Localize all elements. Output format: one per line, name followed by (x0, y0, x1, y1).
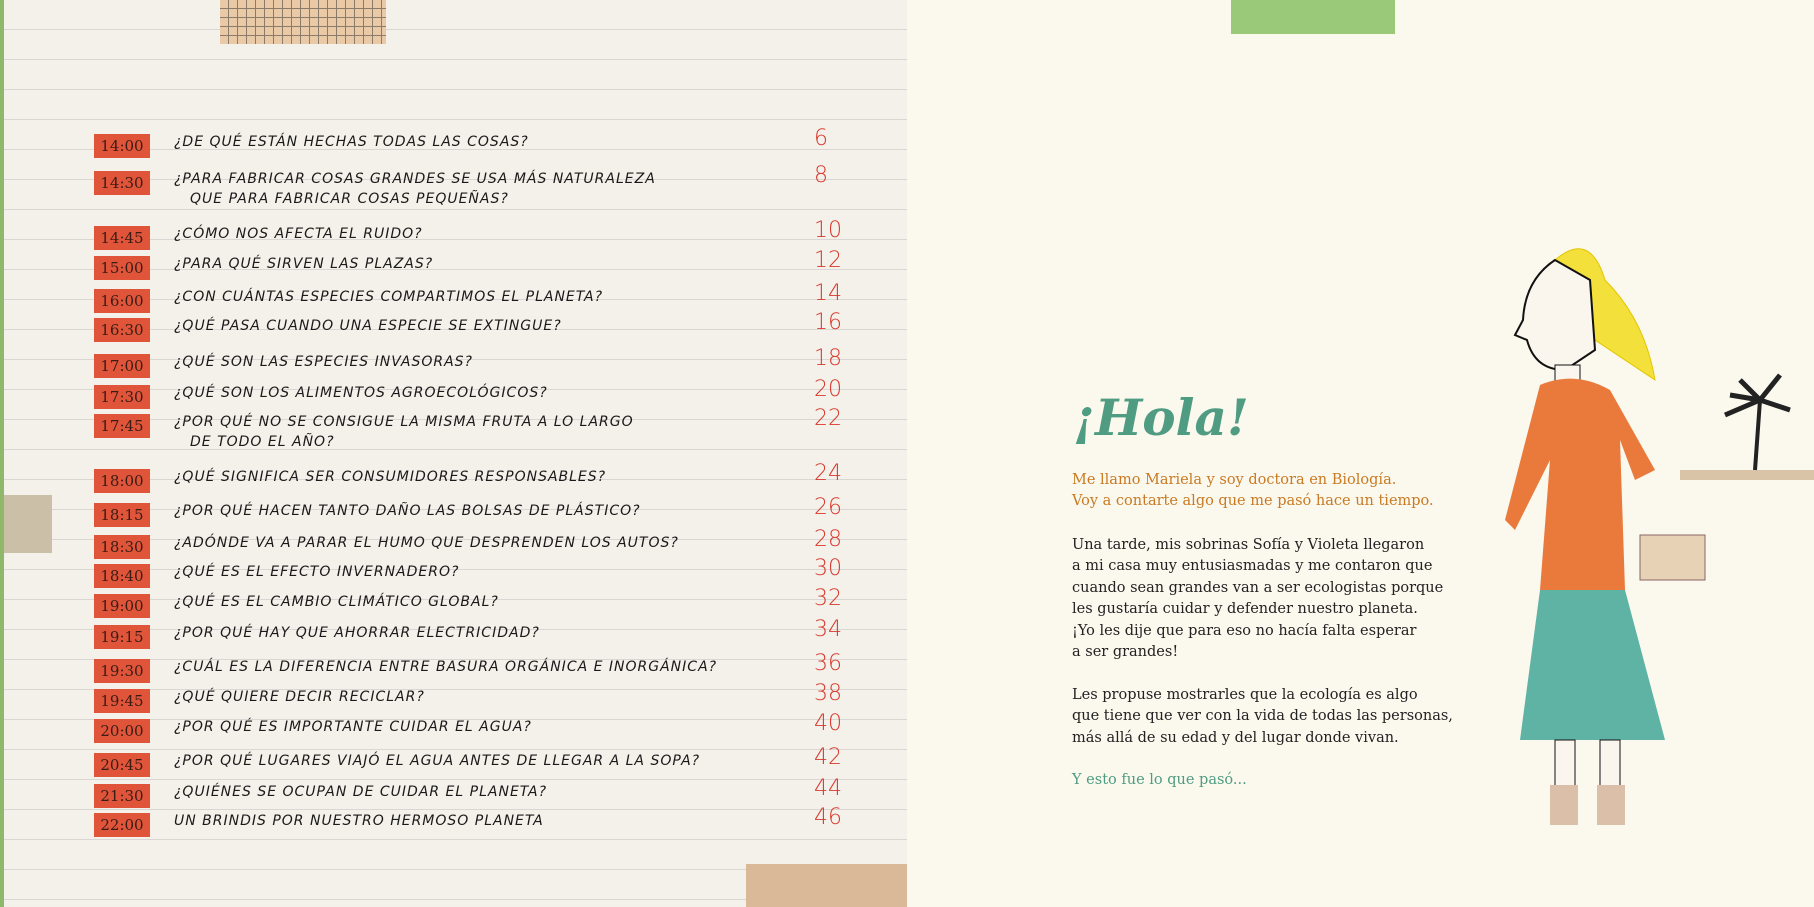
page-number: 24 (814, 461, 842, 486)
contents-row (94, 163, 854, 207)
page-number: 36 (814, 651, 842, 676)
time-label: 15:00 (94, 256, 150, 280)
contents-row (94, 495, 854, 529)
question-text: ¿QUÉ SON LAS ESPECIES INVASORAS? (174, 354, 473, 370)
contents-row (94, 745, 854, 779)
time-label: 19:15 (94, 625, 150, 649)
contents-row (94, 126, 854, 160)
time-label: 20:45 (94, 753, 150, 777)
text-line: les gustaría cuidar y defender nuestro planeta. (1072, 601, 1418, 618)
question-text: ¿QUÉ SON LOS ALIMENTOS AGROECOLÓGICOS? (174, 385, 548, 401)
time-label: 19:00 (94, 594, 150, 618)
page-number: 10 (814, 218, 842, 243)
time-label: 14:45 (94, 226, 150, 250)
time-label: 14:00 (94, 134, 150, 158)
paper-tape-top (220, 0, 386, 44)
intro-paragraph-2 (1072, 685, 1453, 749)
book (1640, 535, 1705, 580)
page-number: 20 (814, 377, 842, 402)
paper-tape-left (4, 495, 52, 553)
question-text: ¿POR QUÉ HACEN TANTO DAÑO LAS BOLSAS DE PLÁSTICO? (174, 503, 641, 519)
text-line: cuando sean grandes van a ser ecologistas porque (1072, 579, 1444, 596)
contents-row (94, 406, 854, 450)
time-label: 18:30 (94, 535, 150, 559)
boot-right (1597, 785, 1625, 825)
time-label: 20:00 (94, 719, 150, 743)
page-number: 30 (814, 556, 842, 581)
contents-row (94, 556, 854, 590)
time-label: 17:30 (94, 385, 150, 409)
time-label: 18:15 (94, 503, 150, 527)
text-line: Me llamo Mariela y soy doctora en Biología. (1072, 472, 1397, 488)
text-line: más allá de su edad y del lugar donde vivan. (1072, 729, 1399, 746)
page-number: 6 (814, 126, 828, 151)
contents-row (94, 461, 854, 495)
contents-row (94, 776, 854, 810)
question-text: ¿CÓMO NOS AFECTA EL RUIDO? (174, 226, 423, 242)
question-text: ¿QUIÉNES SE OCUPAN DE CUIDAR EL PLANETA? (174, 784, 548, 800)
question-text: ¿CON CUÁNTAS ESPECIES COMPARTIMOS EL PLANETA? (174, 289, 604, 305)
page-number: 14 (814, 281, 842, 306)
green-tape-top (1231, 0, 1395, 34)
contents-row (94, 218, 854, 252)
time-label: 18:40 (94, 564, 150, 588)
text-line: a ser grandes! (1072, 644, 1179, 661)
question-text: ¿ADÓNDE VA A PARAR EL HUMO QUE DESPRENDEN LOS AUTOS? (174, 535, 679, 551)
page-number: 44 (814, 776, 842, 801)
question-text: ¿QUÉ ES EL EFECTO INVERNADERO? (174, 564, 460, 580)
page-number: 16 (814, 310, 842, 335)
contents-row (94, 248, 854, 282)
page-number: 8 (814, 163, 828, 188)
text-line: Voy a contarte algo que me pasó hace un tiempo. (1072, 493, 1434, 510)
intro-paragraph-1 (1072, 535, 1443, 663)
time-label: 16:30 (94, 318, 150, 342)
page-number: 32 (814, 586, 842, 611)
page-number: 22 (814, 406, 842, 431)
contents-row (94, 527, 854, 561)
page-number: 12 (814, 248, 842, 273)
paper-tape-bottom (746, 864, 911, 907)
intro-lead (1072, 470, 1434, 513)
text-line: Les propuse mostrarles que la ecología es algo (1072, 687, 1418, 703)
time-label: 16:00 (94, 289, 150, 313)
page-number: 38 (814, 681, 842, 706)
text-line: a mi casa muy entusiasmadas y me contaron que (1072, 558, 1433, 575)
page-number: 26 (814, 495, 842, 520)
text-line: ¡Yo les dije que para eso no hacía falta esperar (1072, 622, 1417, 639)
contents-row (94, 651, 854, 685)
time-label: 19:30 (94, 659, 150, 683)
text-line: Una tarde, mis sobrinas Sofía y Violeta llegaron (1072, 537, 1425, 553)
question-text: ¿PARA QUÉ SIRVEN LAS PLAZAS? (174, 256, 434, 272)
contents-row (94, 617, 854, 651)
page-number: 46 (814, 805, 842, 830)
question-text: ¿CUÁL ES LA DIFERENCIA ENTRE BASURA ORGÁNICA E INORGÁNICA? (174, 659, 718, 675)
page-number: 42 (814, 745, 842, 770)
boot-left (1550, 785, 1578, 825)
page-number: 28 (814, 527, 842, 552)
contents-row (94, 310, 854, 344)
face (1515, 260, 1595, 370)
question-text: ¿QUÉ QUIERE DECIR RECICLAR? (174, 689, 425, 705)
contents-row (94, 711, 854, 745)
question-text: ¿QUÉ ES EL CAMBIO CLIMÁTICO GLOBAL? (174, 594, 499, 610)
time-label: 17:00 (94, 354, 150, 378)
question-text: ¿DE QUÉ ESTÁN HECHAS TODAS LAS COSAS? (174, 134, 529, 150)
contents-row (94, 377, 854, 411)
time-label: 14:30 (94, 171, 150, 195)
skirt (1520, 590, 1665, 740)
contents-row (94, 346, 854, 380)
question-text: ¿POR QUÉ NO SE CONSIGUE LA MISMA FRUTA A LO LARGO DE TODO EL AÑO? (174, 414, 634, 450)
time-label: 17:45 (94, 414, 150, 438)
intro-title: ¡Hola! (1073, 388, 1249, 447)
intro-closing: Y esto fue lo que pasó... (1072, 772, 1247, 788)
page-number: 34 (814, 617, 842, 642)
contents-row (94, 805, 854, 839)
page-number: 18 (814, 346, 842, 371)
palm-tree-illustration (1680, 370, 1814, 480)
question-text: ¿QUÉ SIGNIFICA SER CONSUMIDORES RESPONSABLES? (174, 469, 607, 485)
question-text: ¿PARA FABRICAR COSAS GRANDES SE USA MÁS NATURALEZA QUE PARA FABRICAR COSAS PEQUEÑAS? (174, 171, 656, 207)
page-number: 40 (814, 711, 842, 736)
time-label: 21:30 (94, 784, 150, 808)
contents-row (94, 281, 854, 315)
time-label: 18:00 (94, 469, 150, 493)
question-text: ¿POR QUÉ HAY QUE AHORRAR ELECTRICIDAD? (174, 625, 540, 641)
question-text: ¿POR QUÉ ES IMPORTANTE CUIDAR EL AGUA? (174, 719, 532, 735)
time-label: 19:45 (94, 689, 150, 713)
question-text: UN BRINDIS POR NUESTRO HERMOSO PLANETA (174, 813, 544, 829)
contents-row (94, 586, 854, 620)
text-line: que tiene que ver con la vida de todas las personas, (1072, 708, 1453, 725)
time-label: 22:00 (94, 813, 150, 837)
sweater (1505, 379, 1655, 590)
question-text: ¿POR QUÉ LUGARES VIAJÓ EL AGUA ANTES DE LLEGAR A LA SOPA? (174, 753, 701, 769)
question-text: ¿QUÉ PASA CUANDO UNA ESPECIE SE EXTINGUE? (174, 318, 562, 334)
biologist-illustration (1495, 240, 1745, 830)
contents-row (94, 681, 854, 715)
